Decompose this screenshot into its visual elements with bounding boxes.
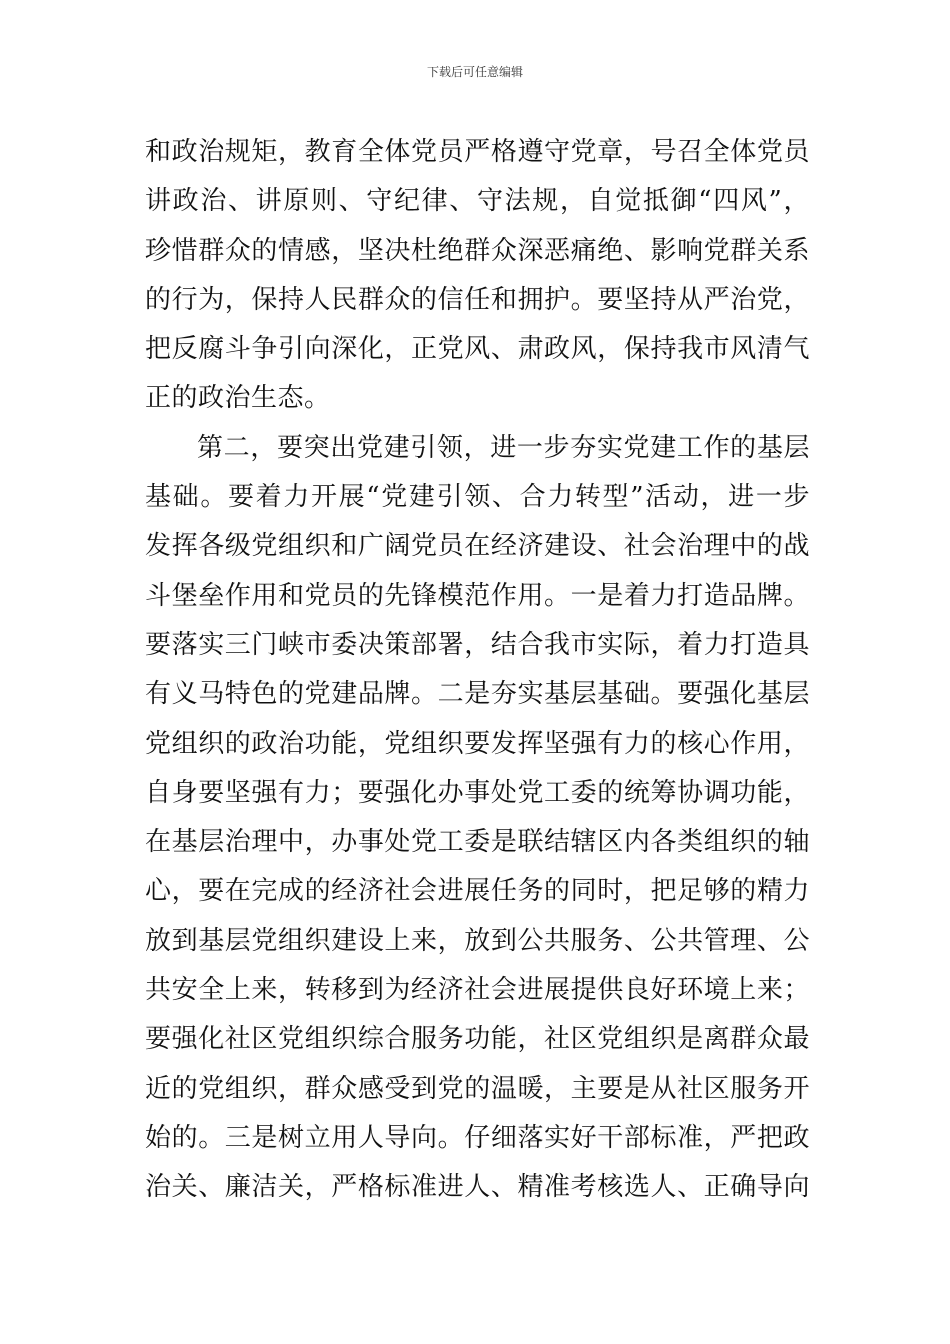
text-line: 近的党组织，群众感受到党的温暖，主要是从社区服务开 [145, 1073, 810, 1104]
text-line: 的行为，保持人民群众的信任和拥护。要坚持从严治党， [145, 284, 810, 315]
text-line: 始的。三是树立用人导向。仔细落实好干部标准，严把政 [145, 1122, 810, 1153]
text-line: 共安全上来，转移到为经济社会进展提供良好环境上来； [145, 975, 810, 1006]
text-line: 斗堡垒作用和党员的先锋模范作用。一是着力打造品牌。 [145, 580, 810, 611]
text-line: 要强化社区党组织综合服务功能，社区党组织是离群众最 [145, 1024, 810, 1055]
text-line: 把反腐斗争引向深化，正党风、肃政风，保持我市风清气 [145, 334, 810, 365]
text-line: 治关、廉洁关，严格标准进人、精准考核选人、正确导向 [145, 1172, 810, 1203]
text-line: 心，要在完成的经济社会进展任务的同时，把足够的精力 [145, 876, 810, 907]
text-line: 有义马特色的党建品牌。二是夯实基层基础。要强化基层 [145, 679, 810, 710]
text-line: 讲政治、讲原则、守纪律、守法规，自觉抵御“四风”， [145, 186, 810, 217]
text-line: 党组织的政治功能，党组织要发挥坚强有力的核心作用， [145, 728, 810, 759]
text-line: 基础。要着力开展“党建引领、合力转型”活动，进一步 [145, 482, 810, 513]
text-line: 第二，要突出党建引领，进一步夯实党建工作的基层 [197, 432, 810, 463]
document-body [145, 128, 810, 1213]
page-header [0, 64, 950, 80]
text-line: 正的政治生态。 [145, 383, 331, 414]
text-line: 在基层治理中，办事处党工委是联结辖区内各类组织的轴 [145, 827, 810, 858]
text-line: 和政治规矩，教育全体党员严格遵守党章，号召全体党员 [145, 137, 810, 167]
text-line: 自身要坚强有力；要强化办事处党工委的统筹协调功能， [145, 777, 810, 808]
text-line: 放到基层党组织建设上来，放到公共服务、公共管理、公 [145, 925, 810, 956]
text-line: 珍惜群众的情感，坚决杜绝群众深恶痛绝、影响党群关系 [145, 235, 810, 266]
header-text: 下载后可任意编辑 [426, 65, 523, 79]
text-line: 发挥各级党组织和广阔党员在经济建设、社会治理中的战 [145, 531, 810, 562]
text-line: 要落实三门峡市委决策部署，结合我市实际，着力打造具 [145, 629, 810, 660]
